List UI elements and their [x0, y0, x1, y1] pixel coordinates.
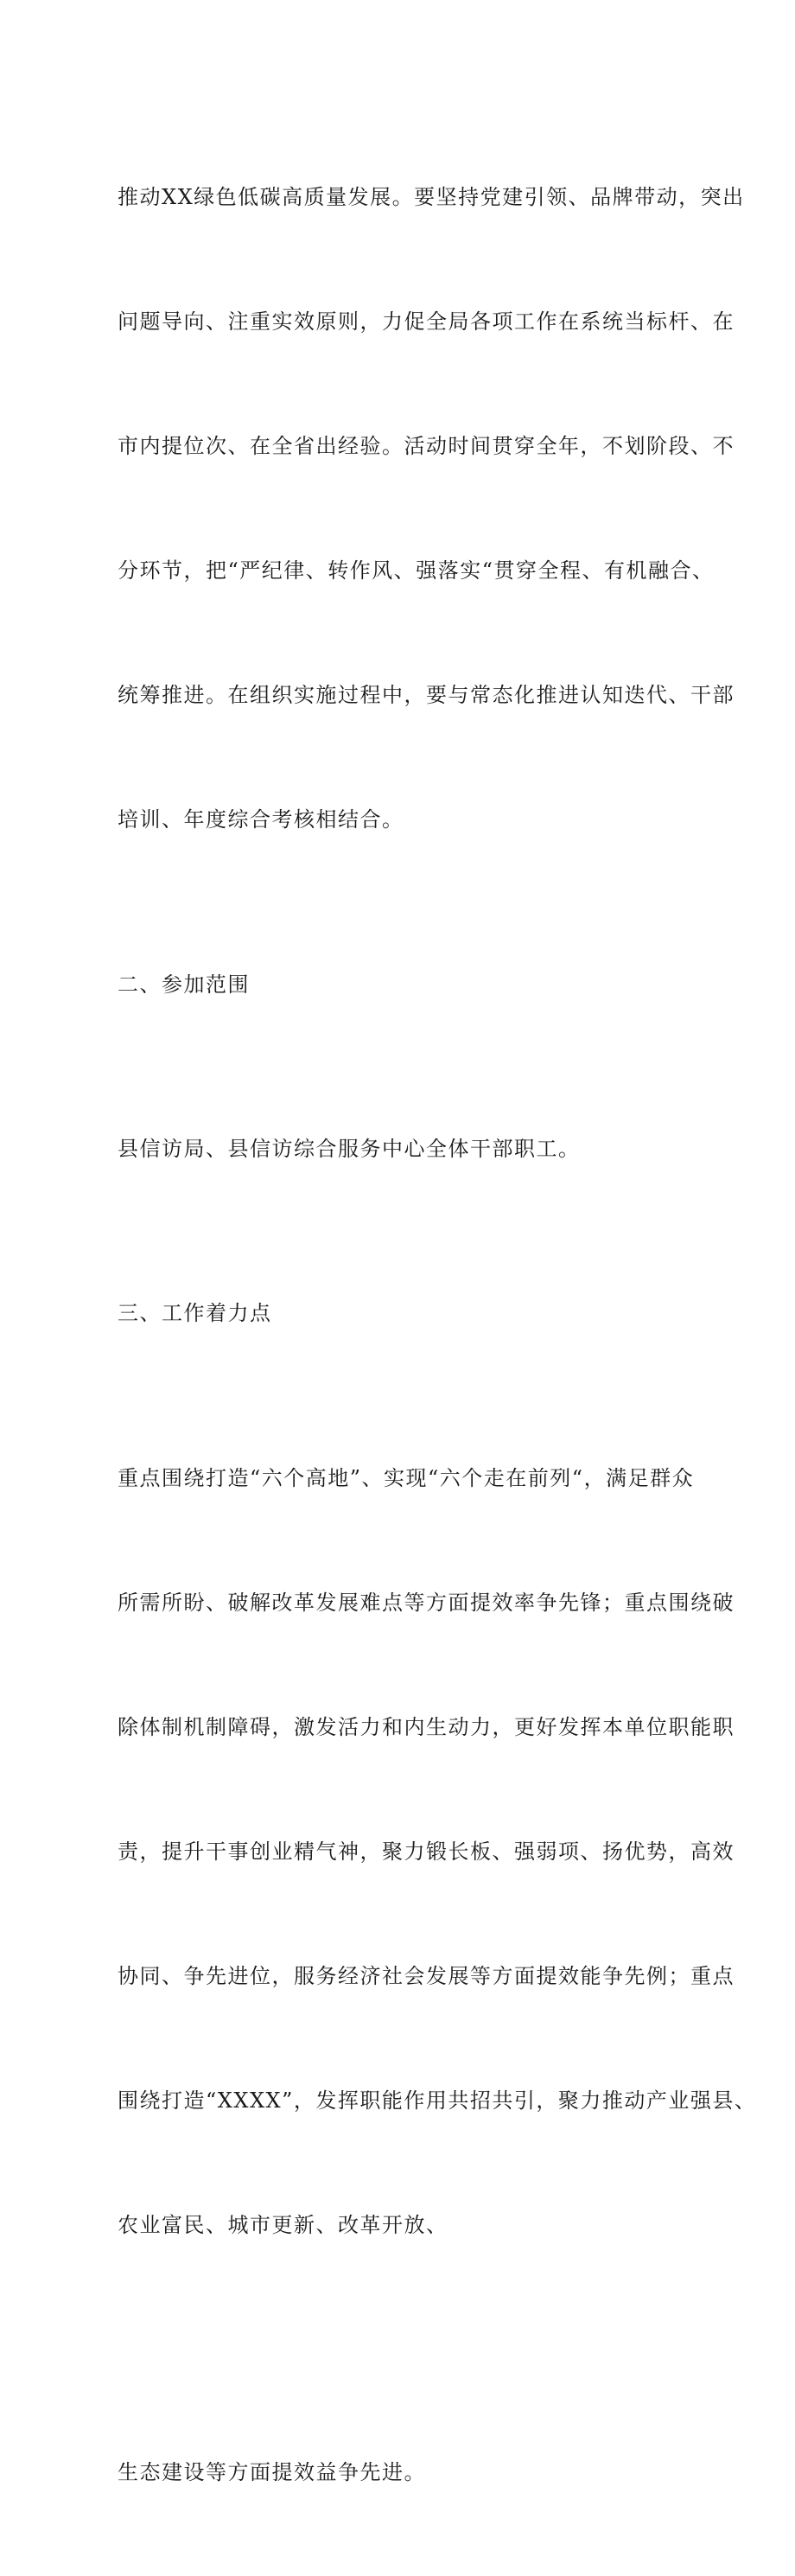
- text-line: 所需所盼、破解改革发展难点等方面提效率争先锋；重点围绕破: [118, 1591, 735, 1615]
- text-line: 围绕打造“XXXX”，发挥职能作用共招共引，聚力推动产业强县、: [118, 2088, 757, 2113]
- section-heading-focus: 三、工作着力点: [118, 1301, 272, 1325]
- section-heading-scope: 二、参加范围: [118, 972, 250, 997]
- text-line: 农业富民、城市更新、改革开放、: [118, 2213, 448, 2237]
- paragraph-goals: [118, 93, 745, 923]
- text-line: 市内提位次、在全省出经验。活动时间贯穿全年，不划阶段、不: [118, 434, 735, 458]
- text-line: 统筹推进。在组织实施过程中，要与常态化推进认知迭代、干部: [118, 683, 735, 707]
- text-line: 分环节，把“严纪律、转作风、强落实“贯穿全程、有机融合、: [118, 558, 715, 583]
- text-line: 培训、年度综合考核相结合。: [118, 807, 404, 832]
- paragraph-ecology: [118, 2369, 705, 2576]
- text-line: 重点围绕打造“六个高地”、实现“六个走在前列“，满足群众: [118, 1466, 695, 1490]
- text-line: 协同、争先进位，服务经济社会发展等方面提效能争先例；重点: [118, 1964, 735, 1988]
- paragraph-focus: [118, 1374, 757, 2329]
- text-line: 责，提升干事创业精气神，聚力锻长板、强弱项、扬优势，高效: [118, 1840, 735, 1864]
- text-line: 生态建设等方面提效益争先进。: [118, 2460, 426, 2484]
- text-line: 问题导向、注重实效原则，力促全局各项工作在系统当标杆、在: [118, 309, 735, 334]
- paragraph-scope: [118, 1045, 705, 1253]
- document-body: [118, 93, 757, 2576]
- text-line: 县信访局、县信访综合服务中心全体干部职工。: [118, 1137, 581, 1161]
- text-line: 除体制机制障碍，激发活力和内生动力，更好发挥本单位职能职: [118, 1715, 735, 1739]
- text-line: 推动XX绿色低碳高质量发展。要坚持党建引领、品牌带动，突出: [118, 185, 745, 209]
